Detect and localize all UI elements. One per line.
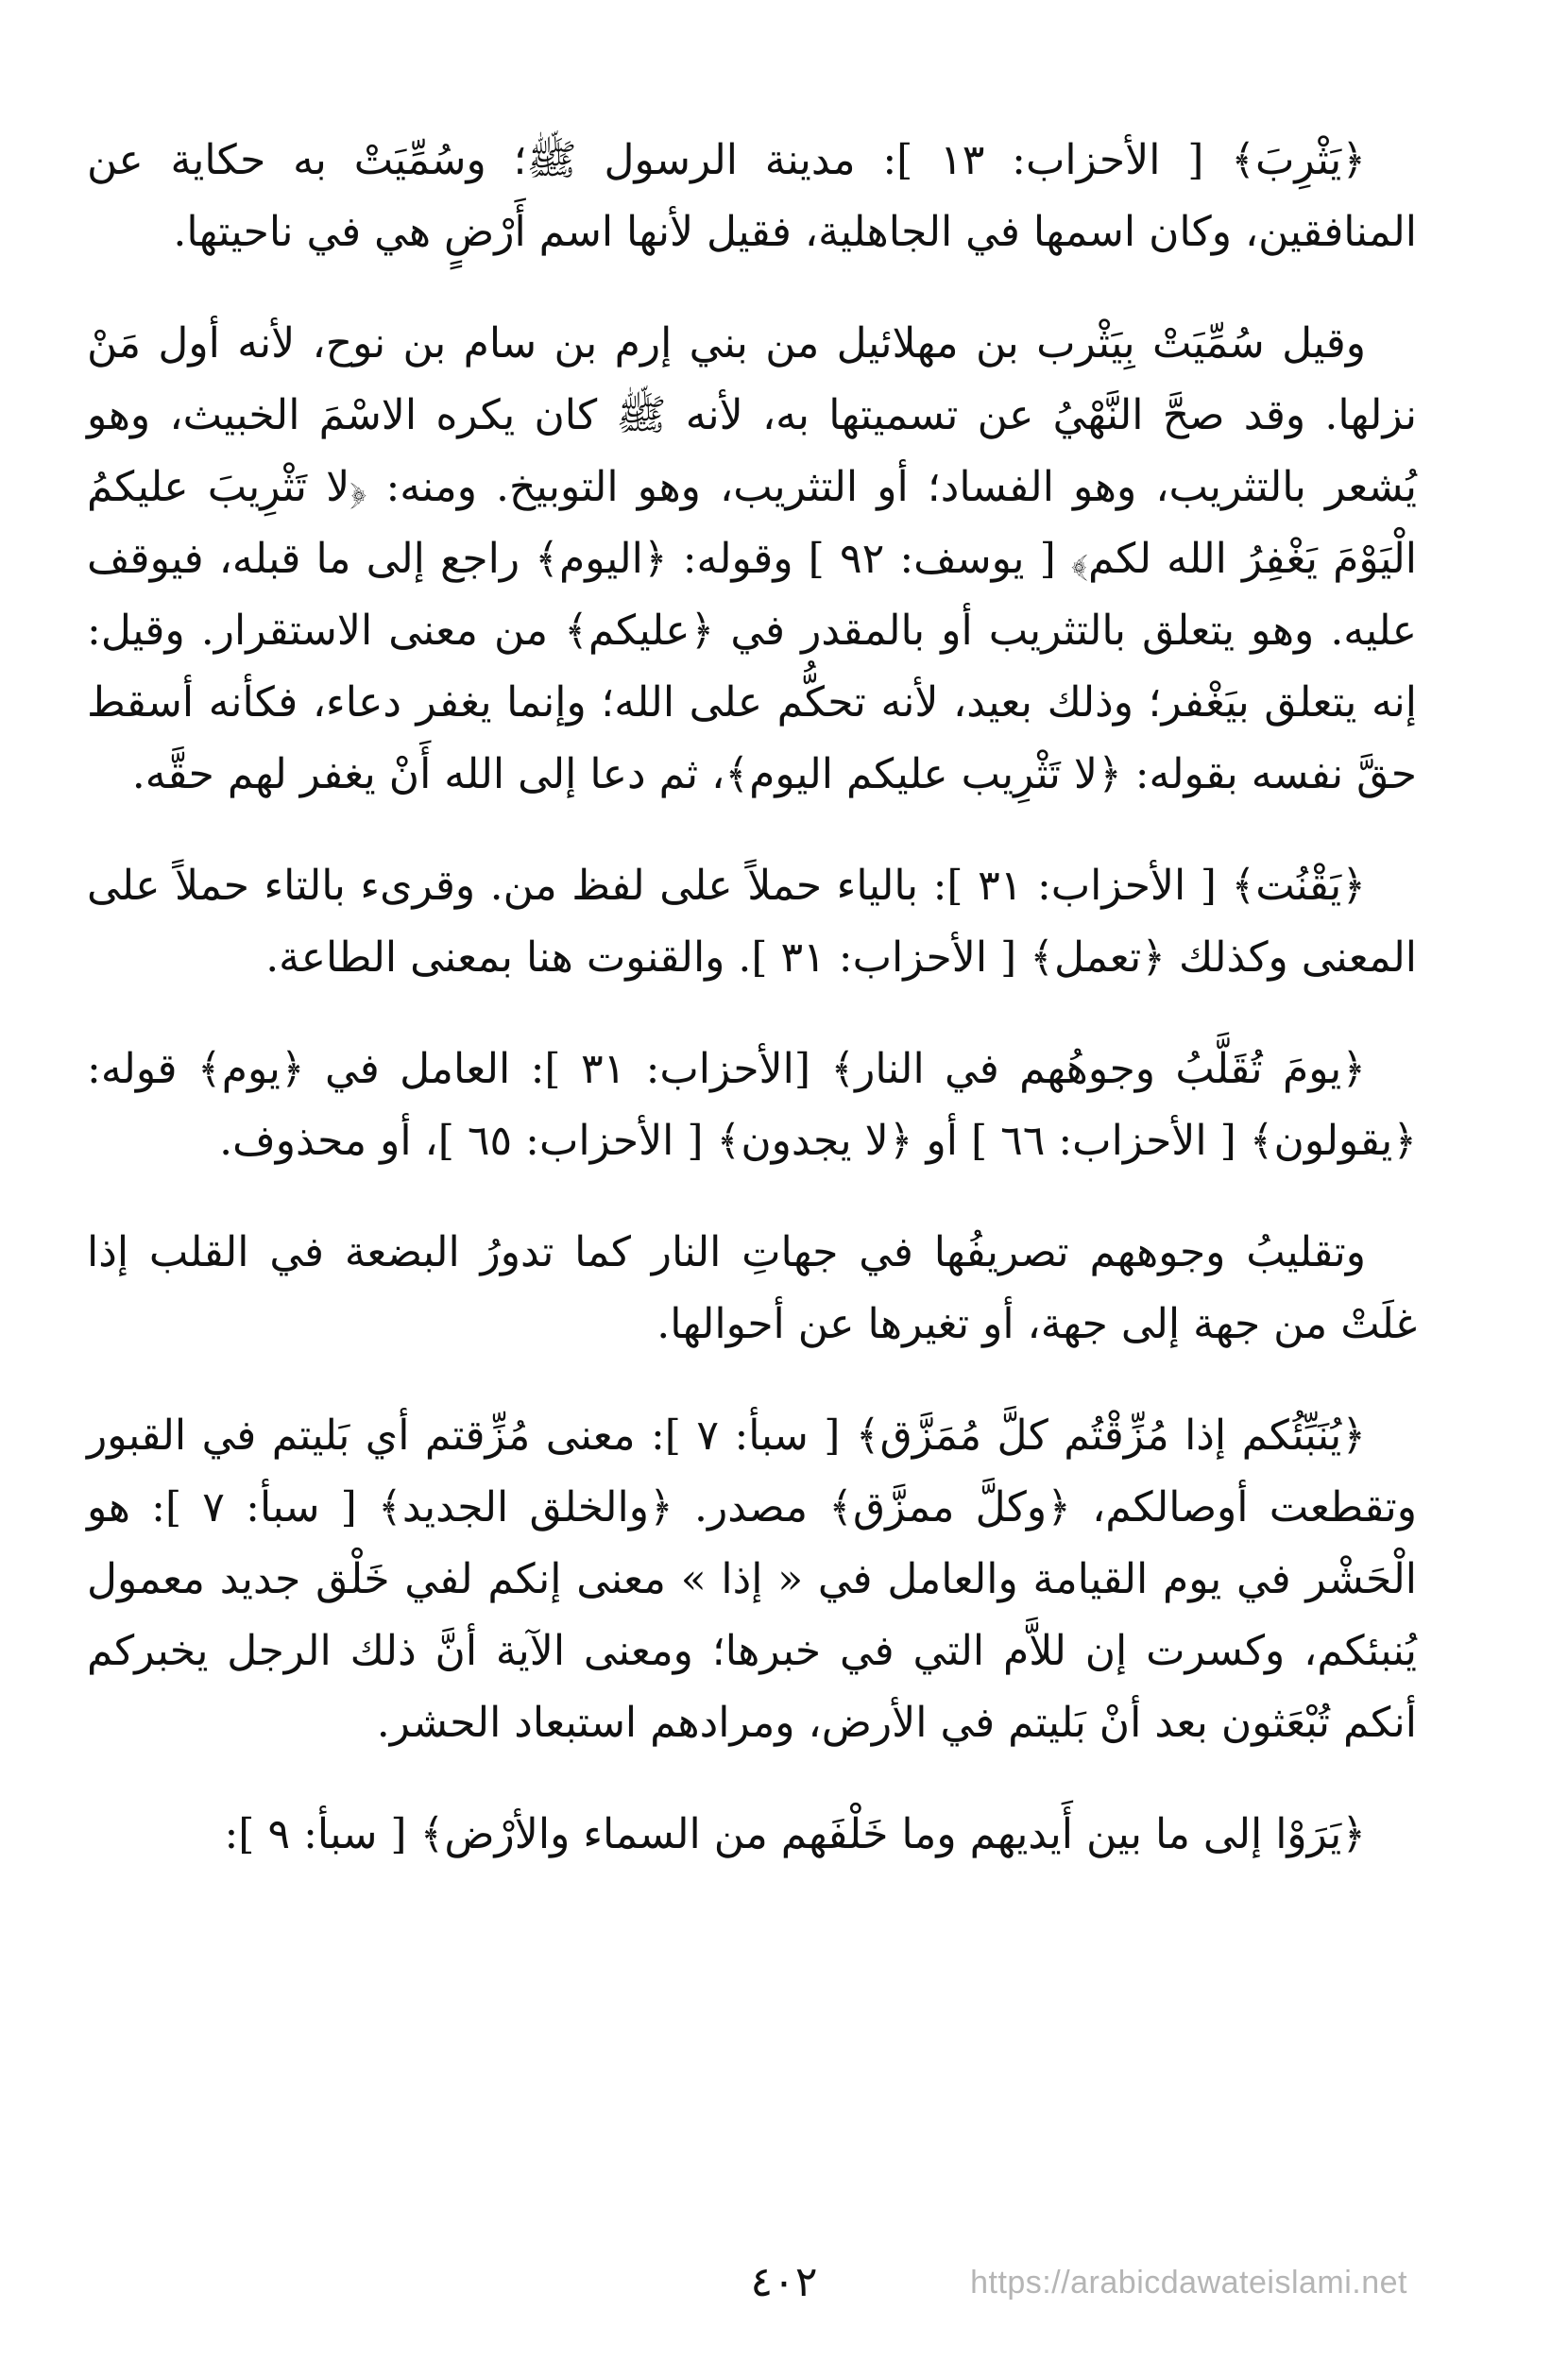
paragraph-yaraw: ﴿يَرَوْا إلى ما بين أَيديهم وما خَلْفَهم من السماء والأرْض﴾ [ سبأ: ٩ ]: (224, 1810, 1366, 1858)
paragraph-yathrib: ﴿يَثْرِبَ﴾ [ الأحزاب: ١٣ ]: مدينة الرسول ﷺ؛ وسُمِّيَتْ به حكاية عن المنافقين، وكان اسمها في الجاهلية، فقيل لأنها اسم أَرْضٍ هي في ناحيتها. (87, 136, 1417, 256)
paragraph-naming: وقيل سُمِّيَتْ بِيَثْرب بن مهلائيل من بني إرم بن سام بن نوح، لأنه أول مَنْ نزلها. وقد صحَّ النَّهْيُ عن تسميتها به، لأنه ﷺ كان يكره الاسْمَ الخبيث، وهو يُشعر بالتثريب، وهو الفساد؛ أو التثريب، وهو التوبيخ. ومنه: ﴿لا تَثْرِيبَ عليكمُ الْيَوْمَ يَغْفِرُ الله لكم﴾ [ يوسف: ٩٢ ] وقوله: ﴿اليوم﴾ راجع إلى ما قبله، فيوقف عليه. وهو يتعلق بالتثريب أو بالمقدر في ﴿عليكم﴾ من معنى الاستقرار. وقيل: إنه يتعلق بيَغْفر؛ وذلك بعيد، لأنه تحكُّم على الله؛ وإنما يغفر دعاء، فكأنه أسقط حقَّ نفسه بقوله: ﴿لا تَثْرِيب عليكم اليوم﴾، ثم دعا إلى الله أَنْ يغفر لهم حقَّه. (87, 319, 1418, 798)
main-text (87, 125, 1417, 1871)
paragraph-taqlib: وتقليبُ وجوههم تصريفُها في جهاتِ النار كما تدورُ البضعة في القلب إذا غلَتْ من جهة إلى جهة، أو تغيرها عن أحوالها. (87, 1228, 1417, 1348)
paragraph-yaqnut: ﴿يَقْنُت﴾ [ الأحزاب: ٣١ ]: بالياء حملاً على لفظ من. وقرىء بالتاء حملاً على المعنى وكذلك ﴿تعمل﴾ [ الأحزاب: ٣١ ]. والقنوت هنا بمعنى الطاعة. (87, 862, 1417, 982)
watermark-url: https://arabicdawateislami.net (970, 2265, 1407, 2301)
paragraph-yawma-tuqallab: ﴿يومَ تُقَلَّبُ وجوهُهم في النار﴾ [الأحزاب: ٣١ ]: العامل في ﴿يوم﴾ قوله: ﴿يقولون﴾ [ الأحزاب: ٦٦ ] أو ﴿لا يجدون﴾ [ الأحزاب: ٦٥ ]، أو محذوف. (87, 1045, 1417, 1165)
page-footer (0, 2249, 1568, 2324)
paragraph-yunabbiukum: ﴿يُنَبِّئُكم إذا مُزِّقْتُم كلَّ مُمَزَّق﴾ [ سبأ: ٧ ]: معنى مُزِّقتم أي بَليتم في القبور وتقطعت أوصالكم، ﴿وكلَّ ممزَّق﴾ مصدر. ﴿والخلق الجديد﴾ [ سبأ: ٧ ]: هو الْحَشْر في يوم القيامة والعامل في « إذا » معنى إنكم لفي خَلْق جديد معمول يُنبئكم، وكسرت إن للاَّم التي في خبرها؛ ومعنى الآية أنَّ ذلك الرجل يخبركم أنكم تُبْعَثون بعد أنْ بَليتم في الأرض، ومرادهم استبعاد الحشر. (87, 1411, 1417, 1747)
page-number: ٤٠٢ (750, 2258, 818, 2306)
